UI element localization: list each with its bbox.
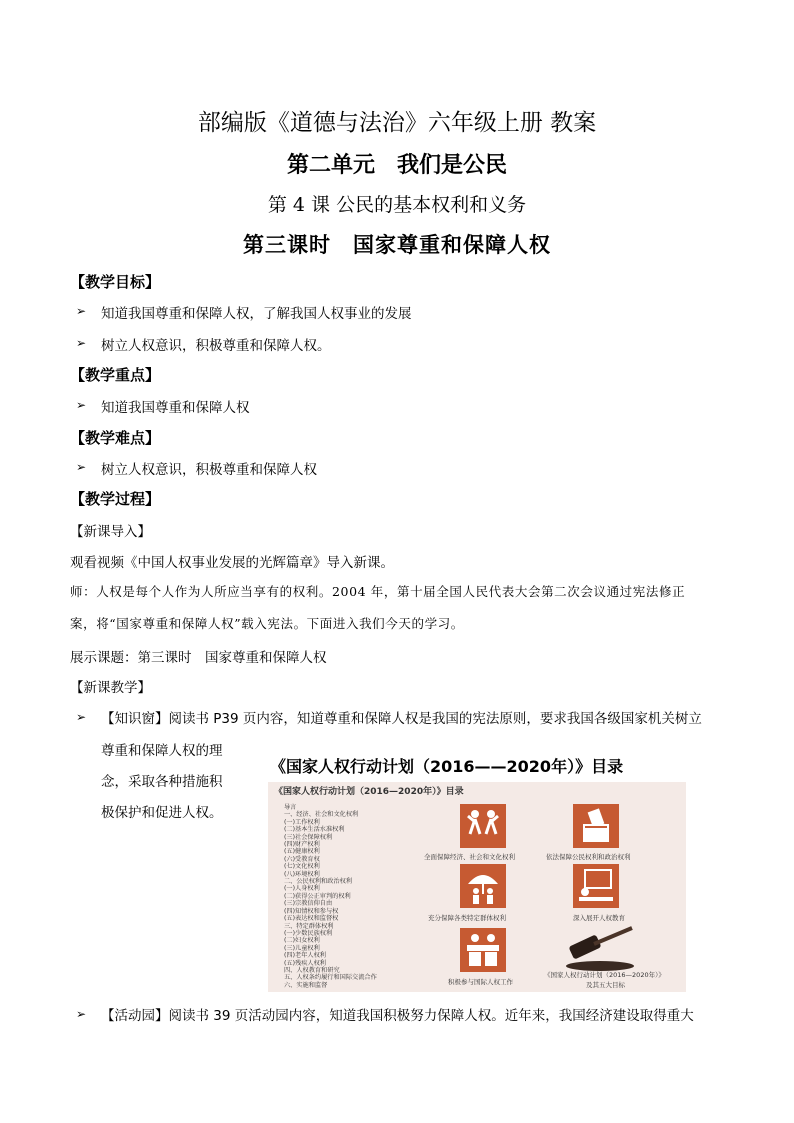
figure-title: 《国家人权行动计划（2016——2020年）》目录 [270, 757, 624, 776]
table-of-contents [284, 804, 377, 989]
caption-goals: 及其五大目标 [586, 981, 625, 989]
teacher-line: 案，将“国家尊重和保障人权”载入宪法。下面进入我们今天的学习。 [70, 616, 464, 631]
arrow-bullet-icon: ➢ [76, 304, 87, 318]
toc-entry: (五)表达权和监督权 [284, 915, 339, 923]
classroom-icon [573, 864, 619, 908]
objective-item: 知道我国尊重和保障人权，了解我国人权事业的发展 [101, 306, 412, 322]
period-title: 第三课时 国家尊重和保障人权 [243, 232, 551, 257]
arrow-bullet-icon: ➢ [76, 398, 87, 412]
toc-entry: (二)基本生活水准权利 [284, 826, 345, 834]
knowledge-window-text: 极保护和促进人权。 [101, 805, 223, 821]
toc-entry: 导言 [284, 804, 297, 811]
toc-entry: (五)残疾人权利 [284, 959, 326, 967]
toc-entry: 一、经济、社会和文化权利 [284, 811, 359, 819]
economic-rights-icon [460, 804, 506, 848]
process-heading: 【教学过程】 [70, 490, 161, 508]
arrow-bullet-icon: ➢ [76, 1007, 87, 1021]
gavel-icon [560, 922, 640, 972]
caption-civil: 依法保障公民权利和政治权利 [546, 853, 631, 861]
new-lesson-heading: 【新课教学】 [70, 680, 151, 696]
objectives-heading: 【教学目标】 [70, 273, 161, 291]
key-item: 知道我国尊重和保障人权 [101, 400, 250, 416]
toc-entry: (一)工作权利 [284, 818, 320, 826]
intro-heading: 【新课导入】 [70, 524, 151, 540]
umbrella-family-icon [460, 864, 506, 908]
toc-entry: (四)财产权利 [284, 841, 320, 849]
caption-plan: 《国家人权行动计划（2016—2020年）》 [544, 971, 665, 979]
toc-entry: (二)妇女权利 [284, 937, 320, 945]
toc-entry: 五、人权条约履行和国际交流合作 [284, 974, 377, 982]
toc-entry: 四、人权教育和研究 [284, 966, 340, 974]
ballot-box-icon [573, 804, 619, 848]
caption-education: 深入展开人权教育 [573, 914, 625, 922]
toc-entry: (七)文化权利 [284, 863, 320, 871]
toc-entry: (一)人身权利 [284, 885, 320, 893]
toc-entry: (三)儿童权利 [284, 944, 320, 952]
caption-international: 积极参与国际人权工作 [448, 978, 513, 986]
caption-economic: 全面保障经济、社会和文化权利 [424, 853, 515, 861]
knowledge-window-text: 【知识窗】阅读书 P39 页内容，知道尊重和保障人权是我国的宪法原则，要求我国各级国家机关树立 [101, 711, 702, 727]
figure-inner-heading: 《国家人权行动计划（2016—2020年）》目录 [274, 787, 464, 797]
toc-entry: (一)少数民族权利 [284, 929, 333, 937]
toc-entry: 三、特定群体权利 [284, 922, 334, 930]
intro-line: 观看视频《中国人权事业发展的光辉篇章》导入新课。 [70, 555, 394, 571]
toc-entry: (二)获得公正审判的权利 [284, 892, 351, 900]
difficulty-heading: 【教学难点】 [70, 429, 161, 447]
toc-entry: (三)社会保障权利 [284, 833, 333, 841]
knowledge-window-text: 念，采取各种措施积 [101, 774, 223, 790]
toc-entry: (四)老年人权利 [284, 952, 326, 960]
unit-title: 第二单元 我们是公民 [286, 153, 507, 178]
key-heading: 【教学重点】 [70, 366, 161, 384]
toc-entry: (五)健康权利 [284, 848, 320, 856]
meeting-desks-icon [460, 928, 506, 972]
caption-groups: 充分保障各类特定群体权利 [428, 914, 506, 922]
topic-line: 展示课题：第三课时 国家尊重和保障人权 [70, 650, 327, 666]
toc-entry: (四)知情权和参与权 [284, 907, 339, 915]
objective-item: 树立人权意识，积极尊重和保障人权。 [101, 338, 331, 354]
lesson-title: 第 4 课 公民的基本权利和义务 [267, 194, 527, 216]
arrow-bullet-icon: ➢ [76, 336, 87, 350]
arrow-bullet-icon: ➢ [76, 460, 87, 474]
toc-entry: (八)环境权利 [284, 870, 320, 878]
teacher-line: 师：人权是每个人作为人所应当享有的权利。2004 年，第十届全国人民代表大会第二次会议通过宪法修正 [70, 584, 686, 599]
human-rights-plan-image [268, 782, 686, 992]
document-title: 部编版《道德与法治》六年级上册 教案 [197, 110, 597, 136]
toc-entry: 二、公民权利和政治权利 [284, 878, 353, 886]
toc-entry: (三)宗教信仰自由 [284, 900, 333, 908]
activity-text: 【活动园】阅读书 39 页活动园内容，知道我国积极努力保障人权。近年来，我国经济建设取得重大 [101, 1008, 694, 1024]
arrow-bullet-icon: ➢ [76, 710, 87, 724]
difficulty-item: 树立人权意识，积极尊重和保障人权 [101, 462, 317, 478]
knowledge-window-text: 尊重和保障人权的理 [101, 743, 223, 759]
toc-entry: (六)受教育权 [284, 855, 320, 863]
toc-entry: 六、实施和监督 [284, 981, 328, 989]
